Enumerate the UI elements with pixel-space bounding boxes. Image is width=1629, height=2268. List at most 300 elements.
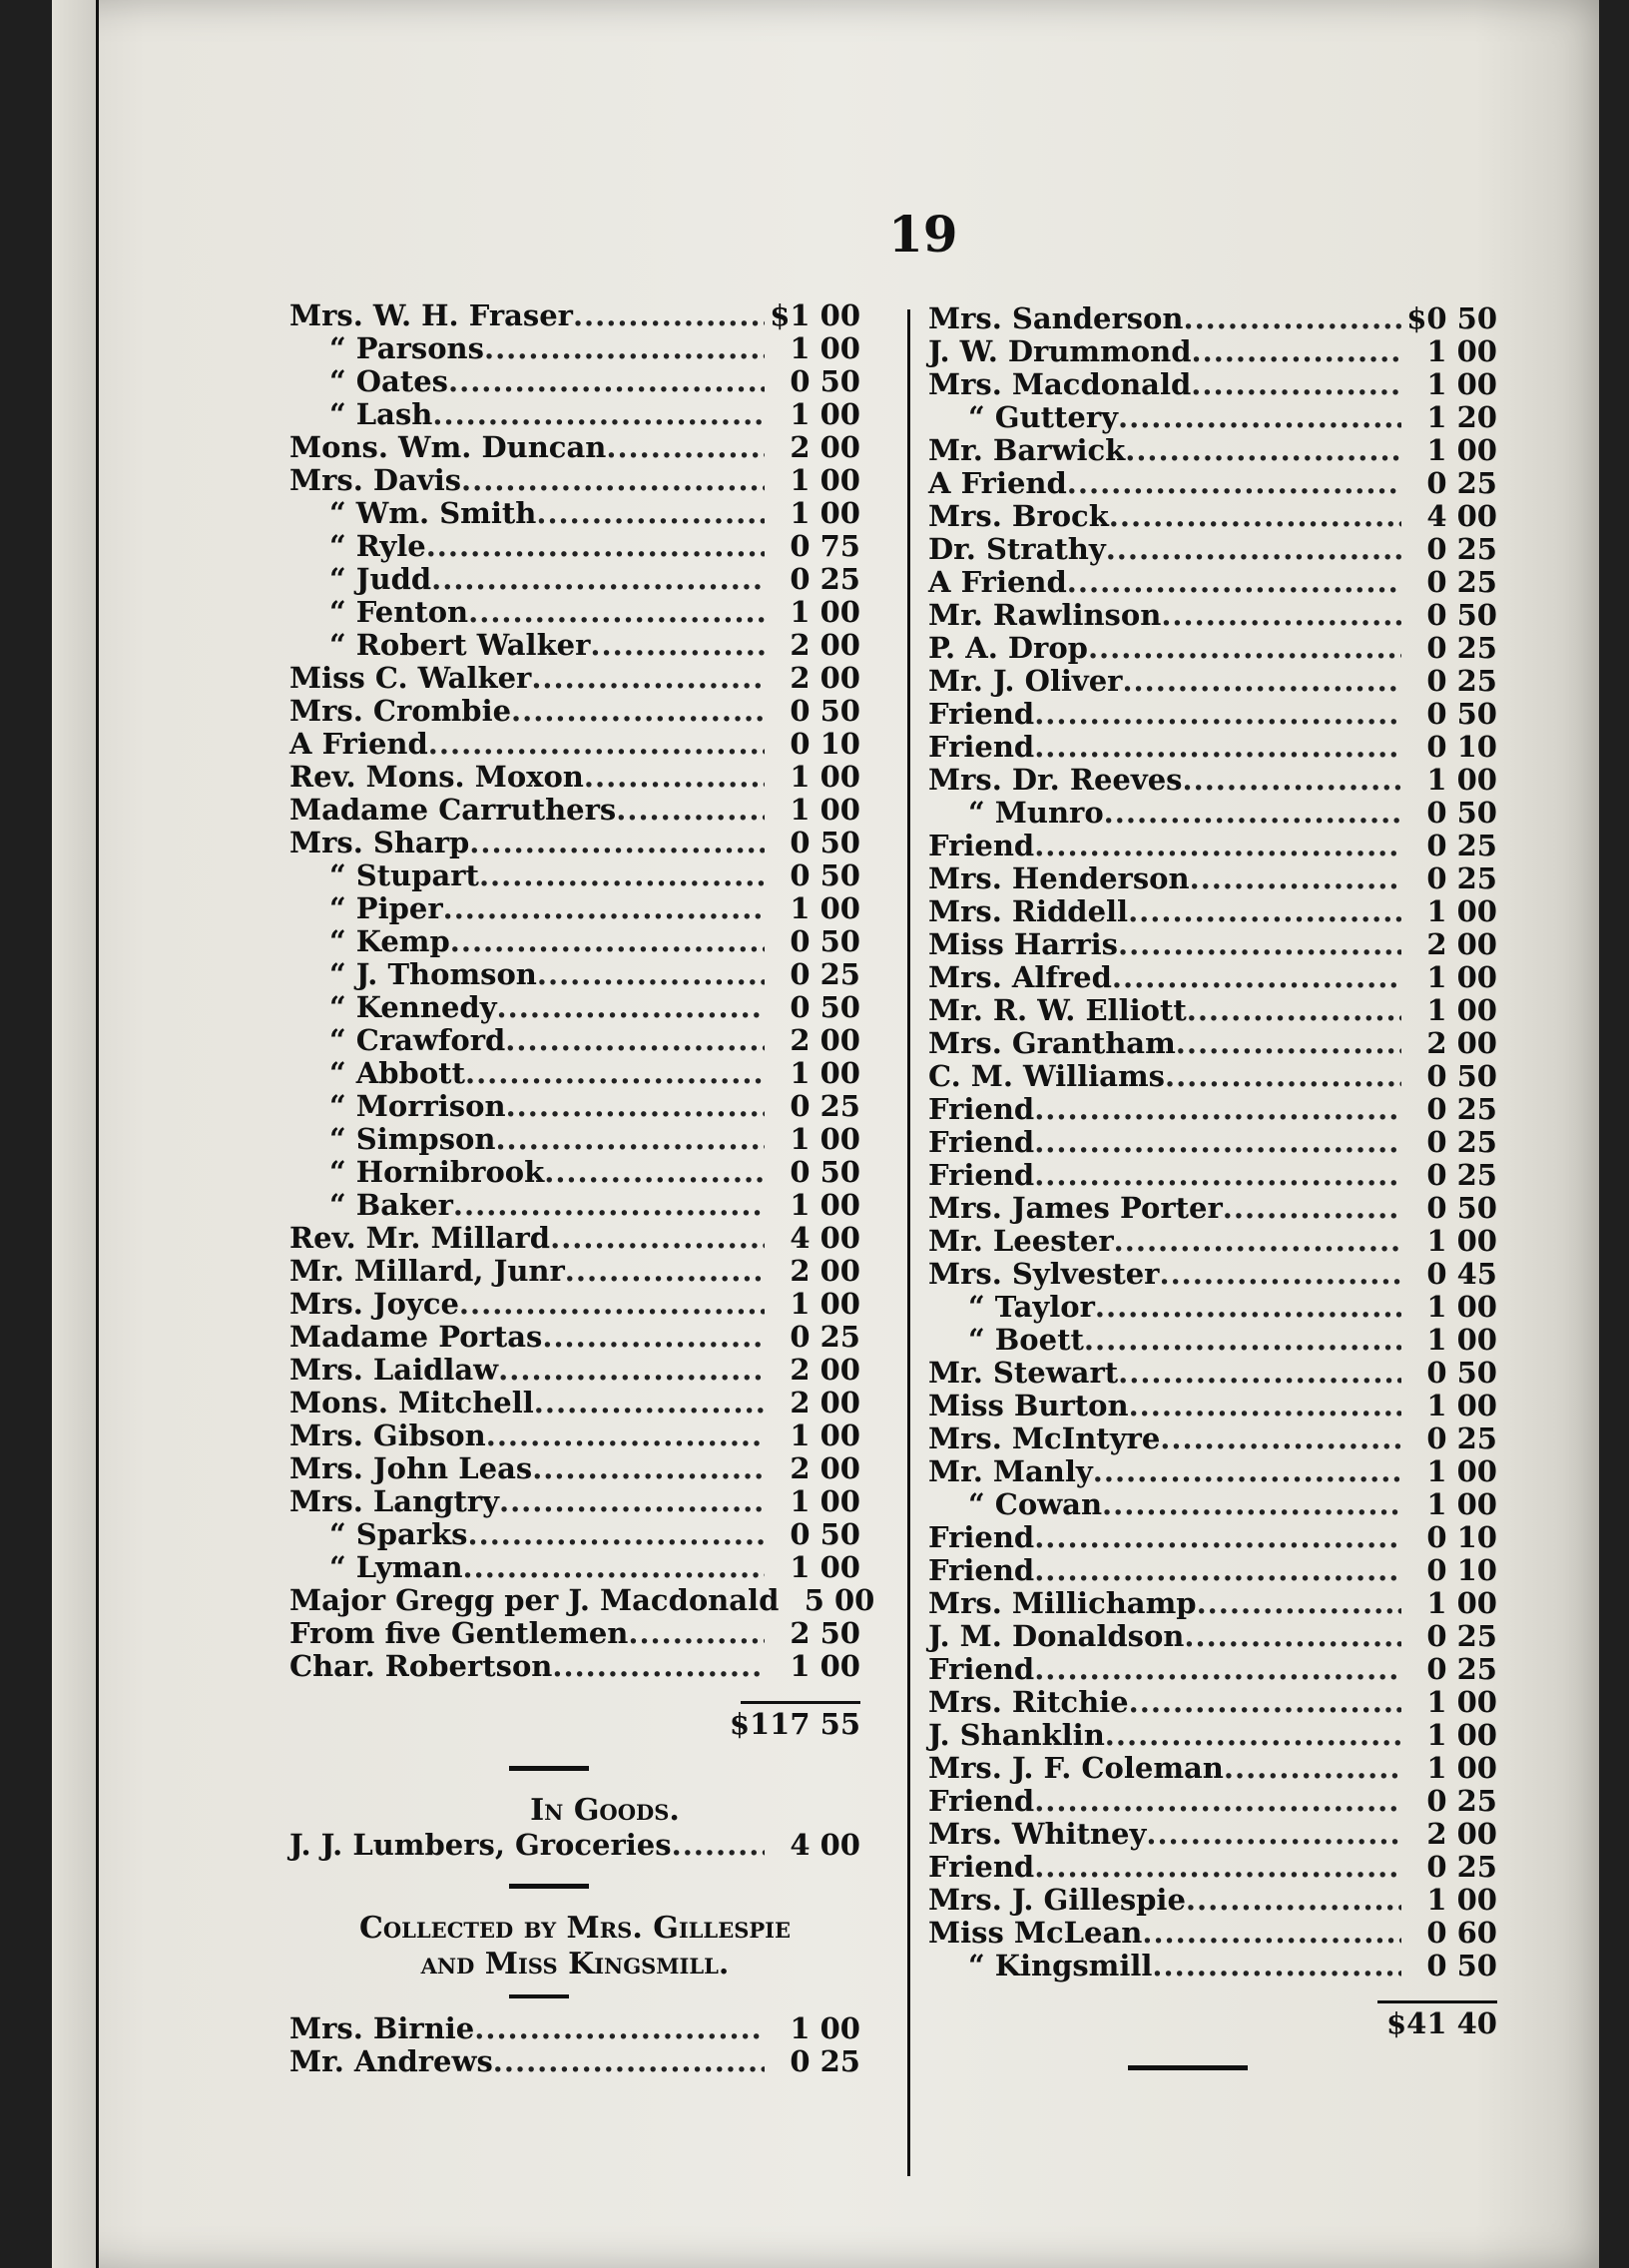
leader-dots [468, 1518, 766, 1551]
contributor-name: Mr. Millard, Junr [289, 1254, 565, 1288]
leader-dots [1152, 1950, 1401, 1983]
contributor-name: Mrs. Riddell [928, 894, 1129, 928]
ledger-row [928, 335, 1497, 368]
contributor-name: Friend [928, 1520, 1035, 1554]
leader-dots [544, 1156, 765, 1189]
contributor-name: Friend [928, 730, 1035, 764]
contributor-name: Rev. Mons. Moxon [289, 760, 584, 794]
contribution-amount: 0 50 [1426, 1191, 1497, 1225]
leader-dots [431, 563, 765, 596]
leader-dots [1160, 1422, 1401, 1455]
ledger-row [928, 401, 1497, 434]
leader-dots [565, 1255, 765, 1288]
contribution-amount: 2 00 [790, 1386, 860, 1419]
contribution-amount: 1 00 [790, 397, 860, 431]
contributor-name: J. W. Drummond [928, 334, 1192, 368]
leader-dots [1224, 1752, 1401, 1785]
ledger-row [289, 1650, 860, 1683]
contribution-amount: 1 00 [1426, 433, 1497, 467]
ledger-row [928, 1093, 1497, 1126]
contribution-amount: 0 25 [790, 957, 860, 991]
contributor-name: Mrs. Whitney [928, 1817, 1147, 1851]
ledger-row [289, 1288, 860, 1321]
ledger-row [289, 464, 860, 497]
leader-dots [672, 1829, 765, 1862]
contribution-amount: 0 25 [1426, 1125, 1497, 1159]
contribution-amount: 1 00 [790, 496, 860, 530]
contributor-name: “ Cowan [968, 1487, 1103, 1521]
contributor-name: Miss Burton [928, 1389, 1129, 1422]
contributor-name: Mrs. Henderson [928, 861, 1190, 895]
leader-dots [1067, 566, 1401, 599]
contribution-amount: 0 25 [790, 1089, 860, 1123]
contribution-amount: 0 25 [790, 562, 860, 596]
leader-dots [532, 1452, 765, 1485]
contributor-name: “ Simpson [329, 1122, 496, 1156]
leader-dots [1197, 1587, 1401, 1620]
contributor-name: Mrs. Laidlaw [289, 1353, 499, 1387]
ledger-row [289, 1156, 860, 1189]
ledger-row [928, 1686, 1497, 1719]
ledger-row [289, 1419, 860, 1452]
contributor-name: “ Guttery [968, 400, 1118, 434]
ledger-row [928, 1719, 1497, 1752]
contribution-amount: 0 50 [790, 858, 860, 892]
contribution-amount: 1 00 [1426, 1389, 1497, 1422]
leader-dots [1122, 665, 1401, 698]
contribution-amount: 0 25 [1426, 1784, 1497, 1818]
contribution-amount: 1 00 [790, 1287, 860, 1321]
leader-dots [1186, 1884, 1401, 1917]
leader-dots [1034, 698, 1401, 731]
ledger-row [289, 892, 860, 925]
contributor-name: Madame Portas [289, 1320, 543, 1354]
ledger-row [289, 332, 860, 365]
ledger-row [928, 1192, 1497, 1225]
leader-dots [1034, 830, 1401, 862]
contribution-amount: 0 50 [790, 990, 860, 1024]
ledger-row [928, 1291, 1497, 1324]
contributor-name: “ Taylor [968, 1290, 1095, 1324]
ledger-row [289, 398, 860, 431]
ledger-row [928, 599, 1497, 632]
ledger-row [928, 1159, 1497, 1192]
contribution-amount: 1 00 [1426, 1323, 1497, 1357]
contributor-name: C. M. Williams [928, 1059, 1165, 1093]
ledger-row [928, 961, 1497, 994]
leader-dots [531, 662, 765, 695]
contribution-amount: 0 50 [1426, 1356, 1497, 1390]
leader-dots [486, 1419, 765, 1452]
contributor-name: “ J. Thomson [329, 957, 537, 991]
leader-dots [463, 1551, 765, 1584]
contributor-name: Friend [928, 1784, 1035, 1818]
ledger-row [928, 1950, 1497, 1983]
leader-dots [469, 827, 765, 859]
contributor-name: Mrs. Brock [928, 499, 1109, 533]
contributor-name: “ Robert Walker [329, 628, 591, 662]
contribution-amount: 0 25 [1426, 466, 1497, 500]
leader-dots [1118, 401, 1401, 434]
leader-dots [1088, 632, 1401, 665]
leader-dots [1034, 1521, 1401, 1554]
contributor-name: Dr. Strathy [928, 532, 1106, 566]
leader-dots [536, 497, 765, 530]
contributor-name: Mrs. Sylvester [928, 1257, 1160, 1291]
contribution-amount: 0 25 [1426, 1421, 1497, 1455]
contributor-name: Mr. Andrews [289, 2044, 493, 2078]
ledger-row [289, 1452, 860, 1485]
contribution-amount: 0 25 [790, 1320, 860, 1354]
leader-dots [484, 332, 765, 365]
leader-dots [505, 1024, 765, 1057]
ledger-row [289, 1222, 860, 1255]
ledger-row [928, 1126, 1497, 1159]
contributor-name: Madame Carruthers [289, 793, 617, 827]
leader-dots [606, 431, 765, 464]
contributor-name: Mrs. James Porter [928, 1191, 1223, 1225]
ledger-row [289, 1024, 860, 1057]
ledger-row [928, 1884, 1497, 1917]
contribution-amount: 0 50 [790, 1517, 860, 1551]
section-rule-2 [509, 1884, 589, 1889]
contributor-name: Mons. Mitchell [289, 1386, 534, 1419]
ledger-row [928, 1554, 1497, 1587]
contributor-name: Mrs. Ritchie [928, 1685, 1129, 1719]
column-divider [907, 309, 910, 2176]
contribution-amount: 0 25 [1426, 829, 1497, 862]
ledger-row [928, 1653, 1497, 1686]
contribution-amount: $0 50 [1406, 301, 1497, 335]
contributor-name: “ Lyman [329, 1550, 463, 1584]
ledger-row [289, 431, 860, 464]
contribution-amount: 1 00 [1426, 1883, 1497, 1917]
contribution-amount: 0 10 [1426, 1553, 1497, 1587]
contributor-name: Mrs. W. H. Fraser [289, 298, 573, 332]
ledger-row [289, 859, 860, 892]
ledger-row [928, 1488, 1497, 1521]
ledger-row [928, 467, 1497, 500]
contributor-name: Friend [928, 829, 1035, 862]
leader-dots [498, 1354, 765, 1387]
contributor-name: Friend [928, 1092, 1035, 1126]
contribution-amount: 4 00 [1426, 499, 1497, 533]
section-rule [509, 1766, 589, 1771]
ledger-row [289, 563, 860, 596]
ledger-row [928, 1785, 1497, 1818]
leader-dots [1102, 1488, 1401, 1521]
ledger-row [928, 632, 1497, 665]
contributor-name: “ Sparks [329, 1517, 468, 1551]
ledger-row [289, 1057, 860, 1090]
collected-entry-list [289, 2012, 860, 2078]
ledger-row [928, 1917, 1497, 1950]
contributor-name: “ Morrison [329, 1089, 506, 1123]
contribution-amount: 1 00 [790, 891, 860, 925]
contributor-name: “ Crawford [329, 1023, 506, 1057]
ledger-row [928, 1455, 1497, 1488]
contributor-name: “ Piper [329, 891, 443, 925]
ledger-row [289, 1387, 860, 1419]
leader-dots [495, 1123, 765, 1156]
contribution-amount: 0 10 [1426, 1520, 1497, 1554]
leader-dots [1034, 1554, 1401, 1587]
contributor-name: Mrs. Grantham [928, 1026, 1176, 1060]
contribution-amount: 1 00 [790, 595, 860, 629]
leader-dots [1192, 335, 1402, 368]
contributor-name: Mrs. Langtry [289, 1484, 499, 1518]
leader-dots [465, 1057, 765, 1090]
ledger-row [928, 1324, 1497, 1357]
leader-dots [497, 991, 765, 1024]
contributor-name: From five Gentlemen [289, 1616, 629, 1650]
ledger-row [289, 794, 860, 827]
leader-dots [1105, 1719, 1401, 1752]
contribution-amount: 1 00 [790, 1550, 860, 1584]
contributor-name: Mrs. Dr. Reeves [928, 763, 1183, 797]
ledger-row [928, 1521, 1497, 1554]
contribution-amount: 0 50 [1426, 796, 1497, 830]
contributor-name: “ Kingsmill [968, 1949, 1153, 1983]
contributor-name: Mrs. J. F. Coleman [928, 1751, 1224, 1785]
leader-dots [1125, 434, 1401, 467]
contributor-name: Friend [928, 1125, 1035, 1159]
contributor-name: Friend [928, 1652, 1035, 1686]
contributor-name: Mr. Manly [928, 1454, 1093, 1488]
leader-dots [493, 2045, 765, 2078]
contribution-amount: 1 00 [790, 760, 860, 794]
leader-dots [1183, 302, 1401, 335]
contributor-name: “ Parsons [329, 331, 484, 365]
leader-dots [1223, 1192, 1401, 1225]
right-total [928, 2003, 1497, 2043]
contribution-amount: 2 00 [790, 1353, 860, 1387]
contributor-name: Char. Robertson [289, 1649, 553, 1683]
leader-dots [1034, 1785, 1401, 1818]
contributor-name: J. J. Lumbers, Groceries [289, 1828, 672, 1862]
ledger-row [289, 629, 860, 662]
contribution-amount: 2 00 [790, 628, 860, 662]
contribution-amount: 2 00 [790, 430, 860, 464]
contribution-amount: 0 25 [1426, 1092, 1497, 1126]
contribution-amount: $1 00 [770, 298, 860, 332]
contributor-name: Mr. Rawlinson [928, 598, 1162, 632]
goods-entry-list [289, 1829, 860, 1862]
ledger-row [289, 1617, 860, 1650]
contributor-name: Miss Harris [928, 927, 1118, 961]
left-column [289, 298, 875, 2078]
collected-heading-line-1: Collected by Mrs. Gillespie [358, 1911, 791, 1946]
contributor-name: Mr. Stewart [928, 1356, 1119, 1390]
contribution-amount: 0 50 [790, 826, 860, 859]
contributor-name: A Friend [289, 727, 428, 761]
leader-dots [1084, 1324, 1401, 1357]
leader-dots [459, 1288, 765, 1321]
heading-rule [509, 1994, 569, 1998]
ledger-row [289, 1583, 875, 1617]
ledger-row [928, 895, 1497, 928]
leader-dots [590, 629, 765, 662]
leader-dots [1095, 1291, 1401, 1324]
contributor-name: “ Kemp [329, 924, 450, 958]
contribution-amount: 5 00 [804, 1583, 875, 1617]
page-number: 19 [888, 205, 958, 264]
left-total [289, 1704, 860, 1744]
contribution-amount: 4 00 [790, 1221, 860, 1255]
contribution-amount: 0 25 [1426, 1850, 1497, 1884]
contribution-amount: 0 25 [1426, 565, 1497, 599]
contributor-name: Rev. Mr. Millard [289, 1221, 551, 1255]
ledger-row [928, 764, 1497, 797]
contributor-name: Mrs. Sanderson [928, 301, 1184, 335]
leader-dots [1191, 368, 1401, 401]
ledger-row [289, 497, 860, 530]
contributor-name: Major Gregg per J. Macdonald [289, 1583, 780, 1617]
ledger-row [289, 1189, 860, 1222]
leader-dots [552, 1650, 765, 1683]
contribution-amount: 0 60 [1426, 1916, 1497, 1950]
contribution-amount: 4 00 [790, 1828, 860, 1862]
contribution-amount: 0 50 [1426, 1949, 1497, 1983]
ledger-row [928, 434, 1497, 467]
leader-dots [542, 1321, 765, 1354]
contribution-amount: 1 00 [1426, 1487, 1497, 1521]
ledger-row [928, 533, 1497, 566]
leader-dots [1034, 731, 1401, 764]
leader-dots [1165, 1060, 1401, 1093]
contributor-name: Mrs. John Leas [289, 1451, 533, 1485]
ledger-row [289, 1090, 860, 1123]
contribution-amount: 1 00 [790, 331, 860, 365]
leader-dots [1183, 764, 1402, 797]
contribution-amount: 1 00 [1426, 367, 1497, 401]
ledger-row [289, 728, 860, 761]
contribution-amount: 1 00 [1426, 1751, 1497, 1785]
facing-page-edge [52, 0, 99, 2268]
right-total-amount: $41 40 [1386, 2006, 1497, 2040]
contribution-amount: 1 00 [1426, 894, 1497, 928]
contributor-name: J. M. Donaldson [928, 1619, 1185, 1653]
ledger-row [289, 2012, 860, 2045]
ledger-row [289, 1354, 860, 1387]
contribution-amount: 1 00 [1426, 993, 1497, 1027]
contributor-name: Miss McLean [928, 1916, 1143, 1950]
leader-dots [506, 1090, 765, 1123]
contributor-name: Miss C. Walker [289, 661, 532, 695]
contribution-amount: 1 00 [790, 1056, 860, 1090]
contributor-name: Mrs. Millichamp [928, 1586, 1197, 1620]
contribution-amount: 1 00 [790, 793, 860, 827]
contribution-amount: 0 25 [1426, 1652, 1497, 1686]
contribution-amount: 2 00 [1426, 927, 1497, 961]
contribution-amount: 1 00 [1426, 334, 1497, 368]
leader-dots [550, 1222, 765, 1255]
ledger-row [928, 500, 1497, 533]
contributor-name: Mr. J. Oliver [928, 664, 1123, 698]
ledger-row [928, 1390, 1497, 1422]
leader-dots [1142, 1917, 1401, 1950]
contributor-name: “ Baker [329, 1188, 453, 1222]
contribution-amount: 0 50 [1426, 1059, 1497, 1093]
contributor-name: Friend [928, 697, 1035, 731]
contributor-name: “ Fenton [329, 595, 469, 629]
contributor-name: “ Hornibrook [329, 1155, 545, 1189]
leader-dots [453, 1189, 765, 1222]
contributor-name: “ Stupart [329, 858, 479, 892]
contribution-amount: 0 50 [1426, 598, 1497, 632]
contributor-name: “ Oates [329, 364, 449, 398]
ledger-row [928, 368, 1497, 401]
ledger-row [289, 925, 860, 958]
leader-dots [1159, 1258, 1401, 1291]
ledger-row [928, 302, 1497, 335]
leader-dots [428, 728, 765, 761]
contributor-name: A Friend [928, 565, 1067, 599]
contributor-name: “ Kennedy [329, 990, 497, 1024]
leader-dots [1034, 1851, 1401, 1884]
contribution-amount: 1 00 [1426, 1586, 1497, 1620]
leader-dots [1176, 1027, 1401, 1060]
ledger-row [289, 1321, 860, 1354]
contribution-amount: 0 50 [1426, 697, 1497, 731]
ledger-row [928, 1587, 1497, 1620]
contribution-amount: 0 10 [790, 727, 860, 761]
leader-dots [443, 892, 765, 925]
leader-dots [1184, 1620, 1401, 1653]
ledger-row [928, 665, 1497, 698]
leader-dots [1114, 1225, 1401, 1258]
leader-dots [1034, 1653, 1401, 1686]
contribution-amount: 1 00 [1426, 1718, 1497, 1752]
ledger-row [928, 1060, 1497, 1093]
contributor-name: “ Wm. Smith [329, 496, 537, 530]
contributor-name: Mrs. Joyce [289, 1287, 459, 1321]
leader-dots [450, 925, 765, 958]
contribution-amount: 0 25 [790, 2044, 860, 2078]
contributor-name: Mrs. Alfred [928, 960, 1112, 994]
leader-dots [1112, 961, 1401, 994]
contribution-amount: 0 25 [1426, 664, 1497, 698]
ledger-row [289, 596, 860, 629]
contribution-amount: 0 50 [790, 694, 860, 728]
ledger-row [928, 1258, 1497, 1291]
ledger-row [928, 1752, 1497, 1785]
left-entry-list [289, 298, 875, 1683]
ledger-row [928, 1225, 1497, 1258]
contributor-name: Mr. Barwick [928, 433, 1126, 467]
leader-dots [432, 398, 765, 431]
ledger-row [289, 1829, 860, 1862]
leader-dots [1161, 599, 1401, 632]
contribution-amount: 2 00 [790, 661, 860, 695]
contribution-amount: 1 20 [1426, 400, 1497, 434]
ledger-row [289, 827, 860, 859]
ledger-row [289, 991, 860, 1024]
leader-dots [1093, 1455, 1401, 1488]
collected-heading-line-2: and Miss Kingsmill. [420, 1947, 730, 1982]
contribution-amount: 0 45 [1426, 1257, 1497, 1291]
leader-dots [468, 596, 765, 629]
leader-dots [584, 761, 765, 794]
contribution-amount: 0 25 [1426, 861, 1497, 895]
contributor-name: Friend [928, 1158, 1035, 1192]
leader-dots [511, 695, 765, 728]
contributor-name: Mrs. Birnie [289, 2011, 475, 2045]
ledger-row [928, 698, 1497, 731]
ledger-row [928, 1027, 1497, 1060]
leader-dots [1129, 1390, 1401, 1422]
contribution-amount: 1 00 [1426, 763, 1497, 797]
